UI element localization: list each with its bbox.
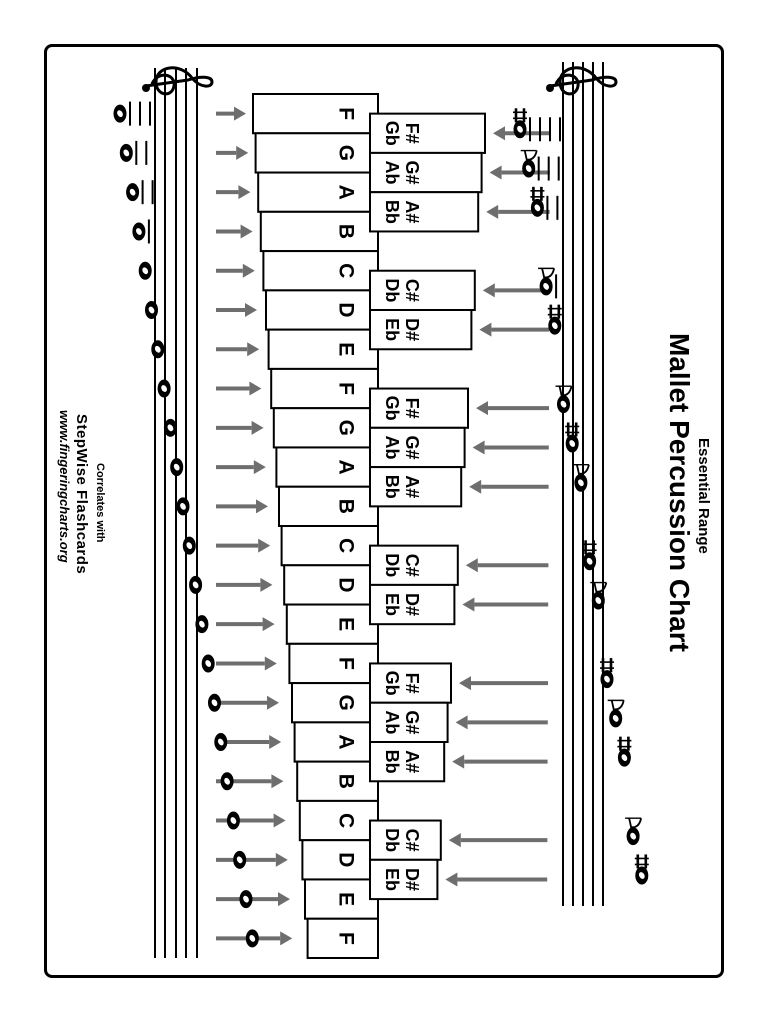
- arrow-icon: [469, 480, 548, 494]
- note-icon: [151, 340, 164, 358]
- svg-text:F#: F#: [402, 672, 422, 694]
- note-icon: [189, 576, 202, 594]
- note-icon: [566, 434, 579, 452]
- note-icon: [240, 890, 253, 908]
- sharp-icon: [635, 854, 649, 868]
- accidental-bar-label: [382, 593, 422, 616]
- arrow-icon: [216, 853, 288, 867]
- arrow-icon: [216, 892, 290, 906]
- note-icon: [227, 812, 240, 830]
- note-icon: [246, 929, 259, 947]
- natural-bar-label: C: [334, 263, 358, 279]
- svg-text:Bb: Bb: [382, 199, 402, 224]
- natural-bar: [271, 369, 378, 408]
- natural-bar: [263, 251, 378, 290]
- svg-text:D#: D#: [402, 318, 422, 342]
- arrow-icon: [216, 107, 246, 121]
- note-icon: [132, 222, 145, 240]
- natural-bar-label: A: [334, 184, 358, 200]
- accidental-bar-label: [382, 161, 422, 185]
- natural-bar: [274, 408, 378, 447]
- accidental-bar-label: [382, 318, 422, 341]
- svg-text:Gb: Gb: [382, 120, 402, 146]
- arrow-icon: [490, 166, 550, 180]
- note-icon: [126, 183, 139, 201]
- arrow-icon: [216, 617, 275, 631]
- note-icon: [214, 733, 227, 751]
- flat-icon: [608, 700, 624, 709]
- natural-bar-label: C: [334, 538, 358, 554]
- accidental-bar-label: [382, 396, 422, 421]
- natural-bar-label: F: [334, 107, 358, 121]
- note-icon: [177, 497, 190, 515]
- arrow-icon: [216, 539, 270, 553]
- svg-text:C#: C#: [402, 278, 422, 302]
- natural-bar: [256, 133, 378, 172]
- svg-text:Db: Db: [382, 828, 402, 853]
- svg-text:G#: G#: [402, 160, 422, 185]
- svg-text:Eb: Eb: [382, 867, 402, 891]
- svg-text:Ab: Ab: [382, 435, 402, 460]
- natural-bar-label: F: [334, 931, 358, 945]
- natural-bar: [282, 526, 378, 565]
- arrow-icon: [476, 401, 549, 415]
- accidental-bar-label: [382, 710, 422, 734]
- svg-text:F#: F#: [402, 122, 422, 144]
- note-icon: [139, 262, 152, 280]
- natural-bar-label: E: [334, 617, 358, 632]
- note-icon: [120, 144, 133, 162]
- credit-correlates: Correlates with: [94, 463, 106, 543]
- note-icon: [208, 694, 221, 712]
- arrow-icon: [216, 185, 250, 199]
- arrow-icon: [479, 323, 549, 337]
- flat-icon: [521, 151, 537, 160]
- arrow-icon: [473, 440, 549, 454]
- note-icon: [583, 552, 596, 570]
- credit-flashcards: StepWise Flashcards: [73, 414, 90, 575]
- note-icon: [183, 537, 196, 555]
- sharp-icon: [617, 737, 631, 751]
- arrow-icon: [449, 833, 548, 847]
- note-icon: [522, 160, 535, 178]
- note-icon: [114, 105, 127, 123]
- arrow-icon: [466, 558, 549, 572]
- accidental-bar-label: [382, 475, 422, 499]
- note-icon: [233, 851, 246, 869]
- natural-bar-label: A: [334, 734, 358, 750]
- arrow-icon: [216, 814, 286, 828]
- natural-bar: [253, 94, 378, 133]
- arrow-icon: [216, 499, 268, 513]
- arrow-icon: [216, 146, 248, 160]
- natural-bar: [276, 447, 378, 486]
- natural-bar-label: D: [334, 302, 358, 318]
- natural-bar-label: E: [334, 342, 358, 357]
- svg-text:Bb: Bb: [382, 749, 402, 774]
- natural-bar-label: F: [334, 382, 358, 395]
- note-icon: [601, 670, 614, 688]
- arrow-icon: [462, 598, 548, 612]
- natural-bar-label: G: [334, 144, 358, 162]
- natural-bar-label: E: [334, 892, 358, 907]
- svg-text:D#: D#: [402, 867, 422, 891]
- natural-bar: [284, 565, 378, 604]
- arrow-icon: [216, 578, 272, 592]
- svg-text:G#: G#: [402, 435, 422, 460]
- natural-bar-label: G: [334, 694, 358, 711]
- natural-bar-label: B: [334, 773, 358, 789]
- natural-bar-label: B: [334, 498, 358, 514]
- note-icon: [574, 474, 587, 492]
- note-icon: [164, 419, 177, 437]
- sharp-icon: [548, 305, 562, 319]
- natural-bar: [266, 290, 378, 329]
- note-icon: [618, 749, 631, 767]
- note-icon: [531, 199, 544, 217]
- natural-bar-label: B: [334, 223, 358, 240]
- arrow-icon: [456, 715, 548, 729]
- note-icon: [592, 592, 605, 610]
- flat-icon: [573, 465, 589, 474]
- svg-text:Db: Db: [382, 553, 402, 578]
- svg-text:Eb: Eb: [382, 593, 402, 617]
- credit-website: www.fingeringcharts.org: [57, 410, 72, 563]
- svg-text:Gb: Gb: [382, 670, 402, 696]
- arrow-icon: [452, 755, 547, 769]
- natural-bar-label: D: [334, 852, 358, 868]
- svg-text:Ab: Ab: [382, 710, 402, 735]
- natural-bar: [289, 644, 378, 683]
- arrow-icon: [216, 382, 261, 396]
- sharp-icon: [600, 658, 614, 672]
- sharp-icon: [530, 187, 544, 201]
- note-icon: [635, 866, 648, 884]
- treble-clef-icon: [546, 68, 616, 94]
- note-icon: [221, 772, 234, 790]
- note-icon: [170, 458, 183, 476]
- svg-text:G#: G#: [402, 710, 422, 735]
- sharp-icon: [583, 540, 597, 554]
- note-icon: [514, 120, 527, 138]
- arrow-icon: [216, 264, 255, 278]
- svg-text:C#: C#: [402, 553, 422, 577]
- svg-text:Bb: Bb: [382, 474, 402, 499]
- svg-text:A#: A#: [402, 475, 422, 499]
- accidental-bar-label: [382, 828, 422, 852]
- natural-bar: [269, 330, 378, 369]
- natural-bar-label: C: [334, 812, 358, 829]
- accidental-bar-label: [382, 553, 422, 577]
- accidental-bar-label: [382, 435, 422, 459]
- natural-bar-label: F: [334, 657, 358, 670]
- natural-bar-label: D: [334, 577, 358, 593]
- note-icon: [627, 827, 640, 845]
- svg-text:Gb: Gb: [382, 395, 402, 421]
- natural-bar: [261, 212, 378, 251]
- svg-text:D#: D#: [402, 593, 422, 617]
- arrow-icon: [216, 696, 279, 710]
- accidental-bar-label: [382, 671, 422, 696]
- flat-icon: [538, 268, 554, 277]
- arrow-icon: [216, 656, 277, 670]
- accidental-bar-label: [382, 121, 422, 146]
- note-icon: [557, 395, 570, 413]
- arrow-icon: [483, 283, 550, 297]
- arrow-icon: [216, 460, 266, 474]
- natural-bar: [258, 173, 378, 212]
- arrow-icon: [459, 676, 548, 690]
- natural-bar-label: G: [334, 419, 358, 436]
- note-icon: [145, 301, 158, 319]
- flat-icon: [625, 818, 641, 827]
- note-icon: [548, 317, 561, 335]
- svg-text:A#: A#: [402, 200, 422, 224]
- svg-text:Eb: Eb: [382, 318, 402, 342]
- arrow-icon: [216, 342, 259, 356]
- accidental-bar-label: [382, 200, 422, 224]
- note-icon: [202, 654, 215, 672]
- arrow-icon: [216, 421, 264, 435]
- arrow-icon: [445, 872, 547, 886]
- sharp-icon: [513, 108, 527, 122]
- accidental-bar-label: [382, 278, 422, 302]
- chart-title: Mallet Percussion Chart: [664, 333, 695, 652]
- svg-text:C#: C#: [402, 828, 422, 852]
- svg-text:A#: A#: [402, 750, 422, 774]
- svg-text:Ab: Ab: [382, 160, 402, 185]
- accidental-bar-label: [382, 750, 422, 774]
- arrow-icon: [216, 303, 257, 317]
- note-icon: [195, 615, 208, 633]
- accidental-bar-label: [382, 868, 422, 891]
- note-icon: [158, 380, 171, 398]
- svg-text:Db: Db: [382, 278, 402, 303]
- svg-text:F#: F#: [402, 397, 422, 419]
- note-icon: [609, 709, 622, 727]
- chart-subtitle: Essential Range: [695, 438, 712, 554]
- note-icon: [540, 277, 553, 295]
- natural-bar: [279, 487, 378, 526]
- natural-bar-label: A: [334, 459, 358, 475]
- arrow-icon: [216, 224, 253, 238]
- natural-bar: [287, 605, 378, 644]
